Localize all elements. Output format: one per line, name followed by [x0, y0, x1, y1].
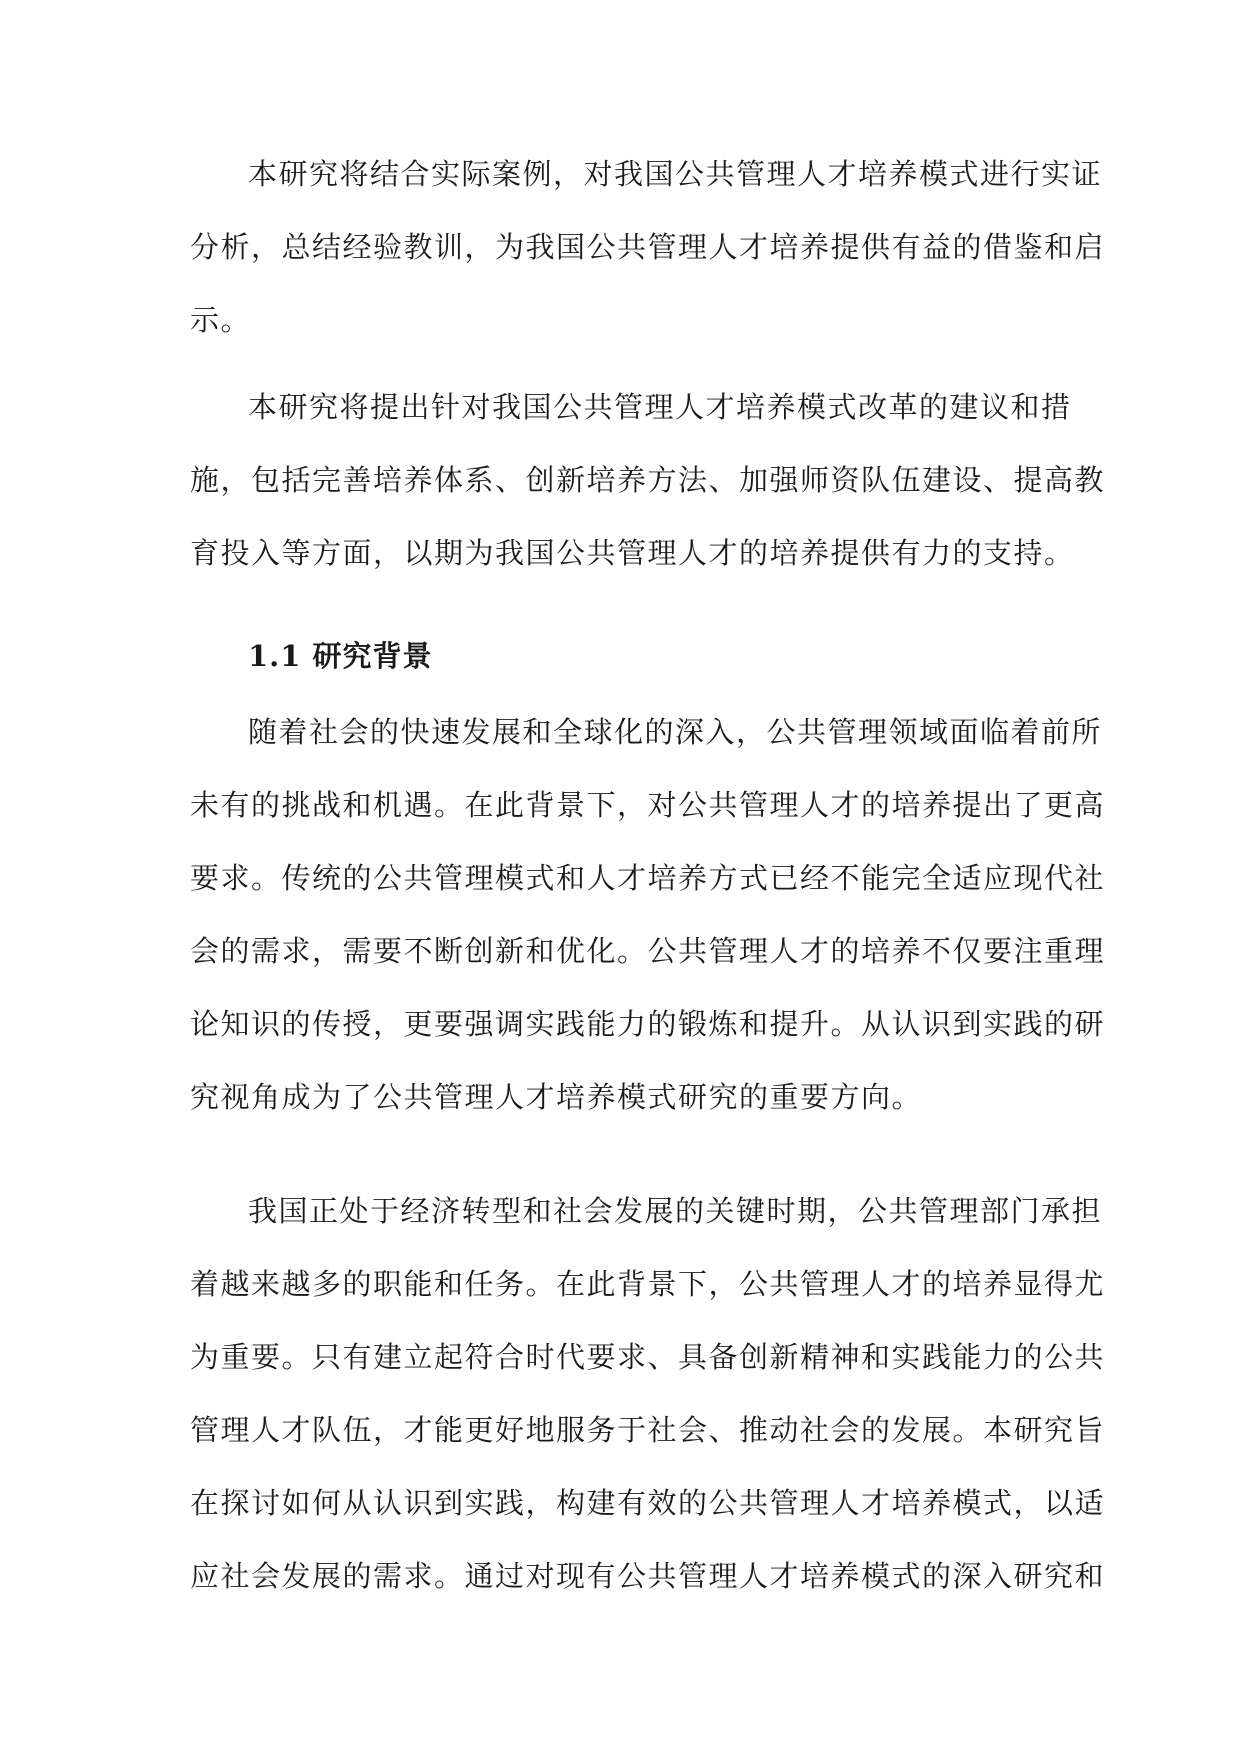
- paragraph-line: 分析，总结经验教训，为我国公共管理人才培养提供有益的借鉴和启: [190, 230, 1106, 264]
- paragraph-significance: [190, 1175, 1106, 1613]
- paragraph-line: 究视角成为了公共管理人才培养模式研究的重要方向。: [190, 1080, 923, 1114]
- paragraph-line: 在探讨如何从认识到实践，构建有效的公共管理人才培养模式，以适: [190, 1486, 1106, 1520]
- paragraph-line: 示。: [190, 303, 252, 337]
- paragraph-background: [190, 696, 1106, 1134]
- paragraph-line: 本研究将结合实际案例，对我国公共管理人才培养模式进行实证: [248, 157, 1103, 191]
- paragraph-line: 要求。传统的公共管理模式和人才培养方式已经不能完全适应现代社: [190, 861, 1106, 895]
- paragraph-line: 着越来越多的职能和任务。在此背景下，公共管理人才的培养显得尤: [190, 1267, 1106, 1301]
- section-heading: 1.1 研究背景: [248, 639, 433, 673]
- paragraph-line: 未有的挑战和机遇。在此背景下，对公共管理人才的培养提出了更高: [190, 788, 1106, 822]
- paragraph-recommendations: [190, 371, 1106, 590]
- paragraph-line: 会的需求，需要不断创新和优化。公共管理人才的培养不仅要注重理: [190, 934, 1106, 968]
- paragraph-line: 随着社会的快速发展和全球化的深入，公共管理领域面临着前所: [248, 715, 1103, 749]
- paragraph-line: 管理人才队伍，才能更好地服务于社会、推动社会的发展。本研究旨: [190, 1413, 1106, 1447]
- paragraph-line: 论知识的传授，更要强调实践能力的锻炼和提升。从认识到实践的研: [190, 1007, 1106, 1041]
- paragraph-case-study: [190, 138, 1106, 357]
- paragraph-line: 应社会发展的需求。通过对现有公共管理人才培养模式的深入研究和: [190, 1559, 1106, 1593]
- paragraph-line: 育投入等方面，以期为我国公共管理人才的培养提供有力的支持。: [190, 536, 1075, 570]
- paragraph-line: 为重要。只有建立起符合时代要求、具备创新精神和实践能力的公共: [190, 1340, 1106, 1374]
- paragraph-line: 本研究将提出针对我国公共管理人才培养模式改革的建议和措: [248, 390, 1072, 424]
- paragraph-line: 我国正处于经济转型和社会发展的关键时期，公共管理部门承担: [248, 1194, 1103, 1228]
- paragraph-line: 施，包括完善培养体系、创新培养方法、加强师资队伍建设、提高教: [190, 463, 1106, 497]
